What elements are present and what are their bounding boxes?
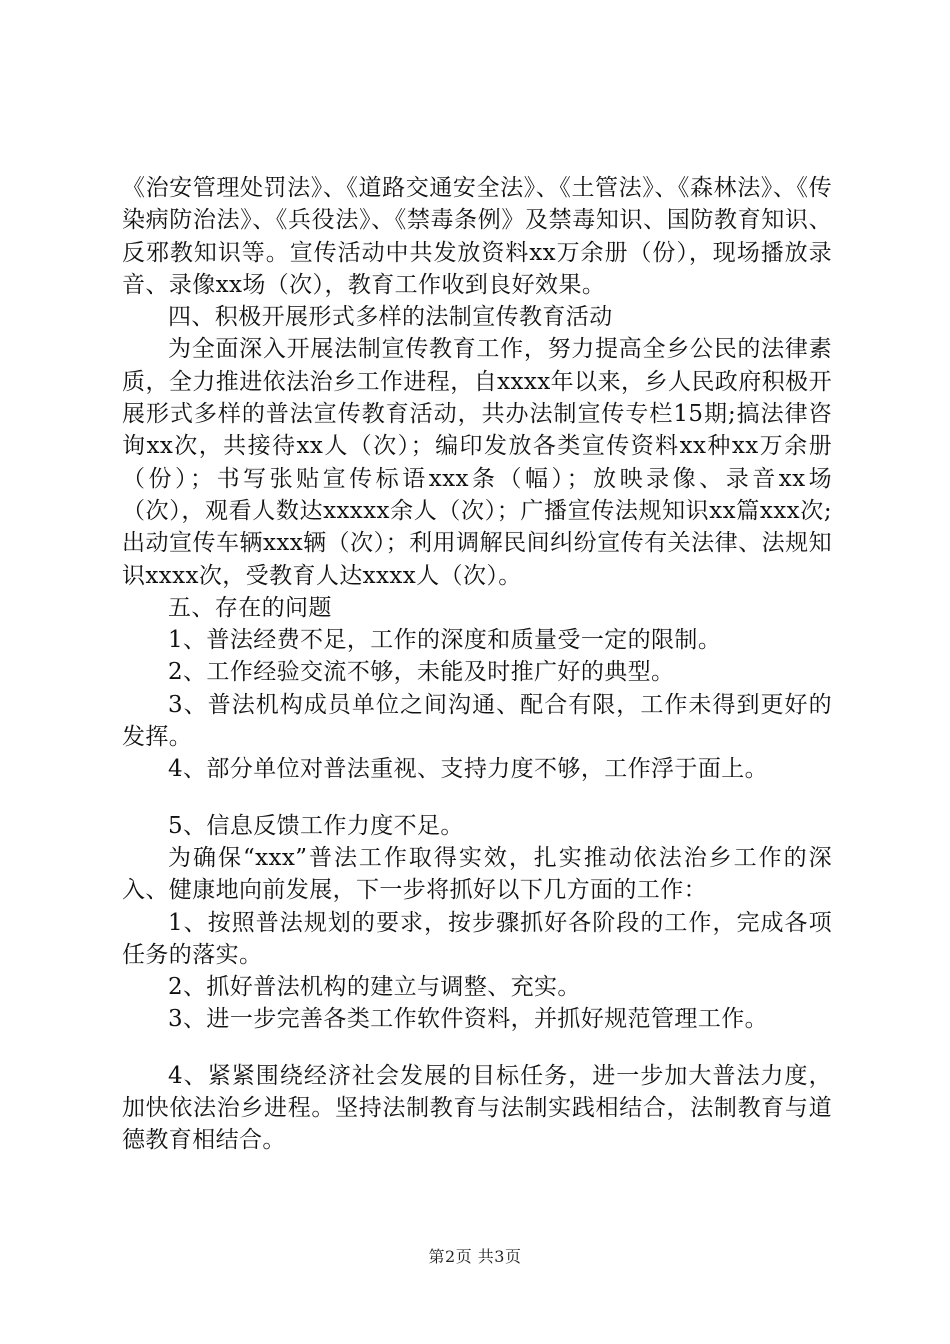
plan-item-4: 4、紧紧围绕经济社会发展的目标任务，进一步加大普法力度，加快依法治乡进程。坚持法制教育与法制实践相结合，法制教育与道德教育相结合。 (122, 1062, 832, 1154)
page-number-footer: 第2页 共3页 (428, 1247, 522, 1266)
problem-item-5: 5、信息反馈工作力度不足。 (168, 812, 464, 839)
paragraph-law-list: 《治安管理处罚法》、《道路交通安全法》、《土管法》、《森林法》、《传染病防治法》、《兵役法》、《禁毒条例》及禁毒知识、国防教育知识、反邪教知识等。宣传活动中共发放资料xx万余册（份），现场播放录音、录像xx场（次），教育工作收到良好效果。 (122, 175, 832, 298)
document-body (122, 172, 832, 1157)
problem-item-3: 3、普法机构成员单位之间沟通、配合有限，工作未得到更好的发挥。 (122, 691, 832, 751)
section-heading-5: 五、存在的问题 (168, 594, 332, 621)
paragraph-activities: 为全面深入开展法制宣传教育工作，努力提高全乡公民的法律素质，全力推进依法治乡工作进程，自xxxx年以来，乡人民政府积极开展形式多样的普法宣传教育活动，共办法制宣传专栏15期;搞法律咨询xx次，共接待xx人（次）；编印发放各类宣传资料xx种xx万余册（份）；书写张贴宣传标语xxx条（幅）；放映录像、录音xx场（次），观看人数达xxxxx余人（次）；广播宣传法规知识xx篇xxx次;出动宣传车辆xxx辆（次）；利用调解民间纠纷宣传有关法律、法规知识xxxx次，受教育人达xxxx人（次）。 (122, 336, 832, 589)
plan-item-2: 2、抓好普法机构的建立与调整、充实。 (168, 974, 581, 1001)
problem-item-2: 2、工作经验交流不够，未能及时推广好的典型。 (168, 659, 675, 686)
section-heading-4: 四、积极开展形式多样的法制宣传教育活动 (168, 304, 613, 331)
paragraph-next-steps-intro: 为确保“xxx”普法工作取得实效，扎实推动依法治乡工作的深入、健康地向前发展，下一步将抓好以下几方面的工作： (122, 844, 832, 904)
problem-item-4: 4、部分单位对普法重视、支持力度不够，工作浮于面上。 (168, 756, 769, 783)
plan-item-1: 1、按照普法规划的要求，按步骤抓好各阶段的工作，完成各项任务的落实。 (122, 909, 832, 968)
problem-item-1: 1、普法经费不足，工作的深度和质量受一定的限制。 (168, 627, 722, 654)
plan-item-3: 3、进一步完善各类工作软件资料，并抓好规范管理工作。 (168, 1006, 769, 1033)
